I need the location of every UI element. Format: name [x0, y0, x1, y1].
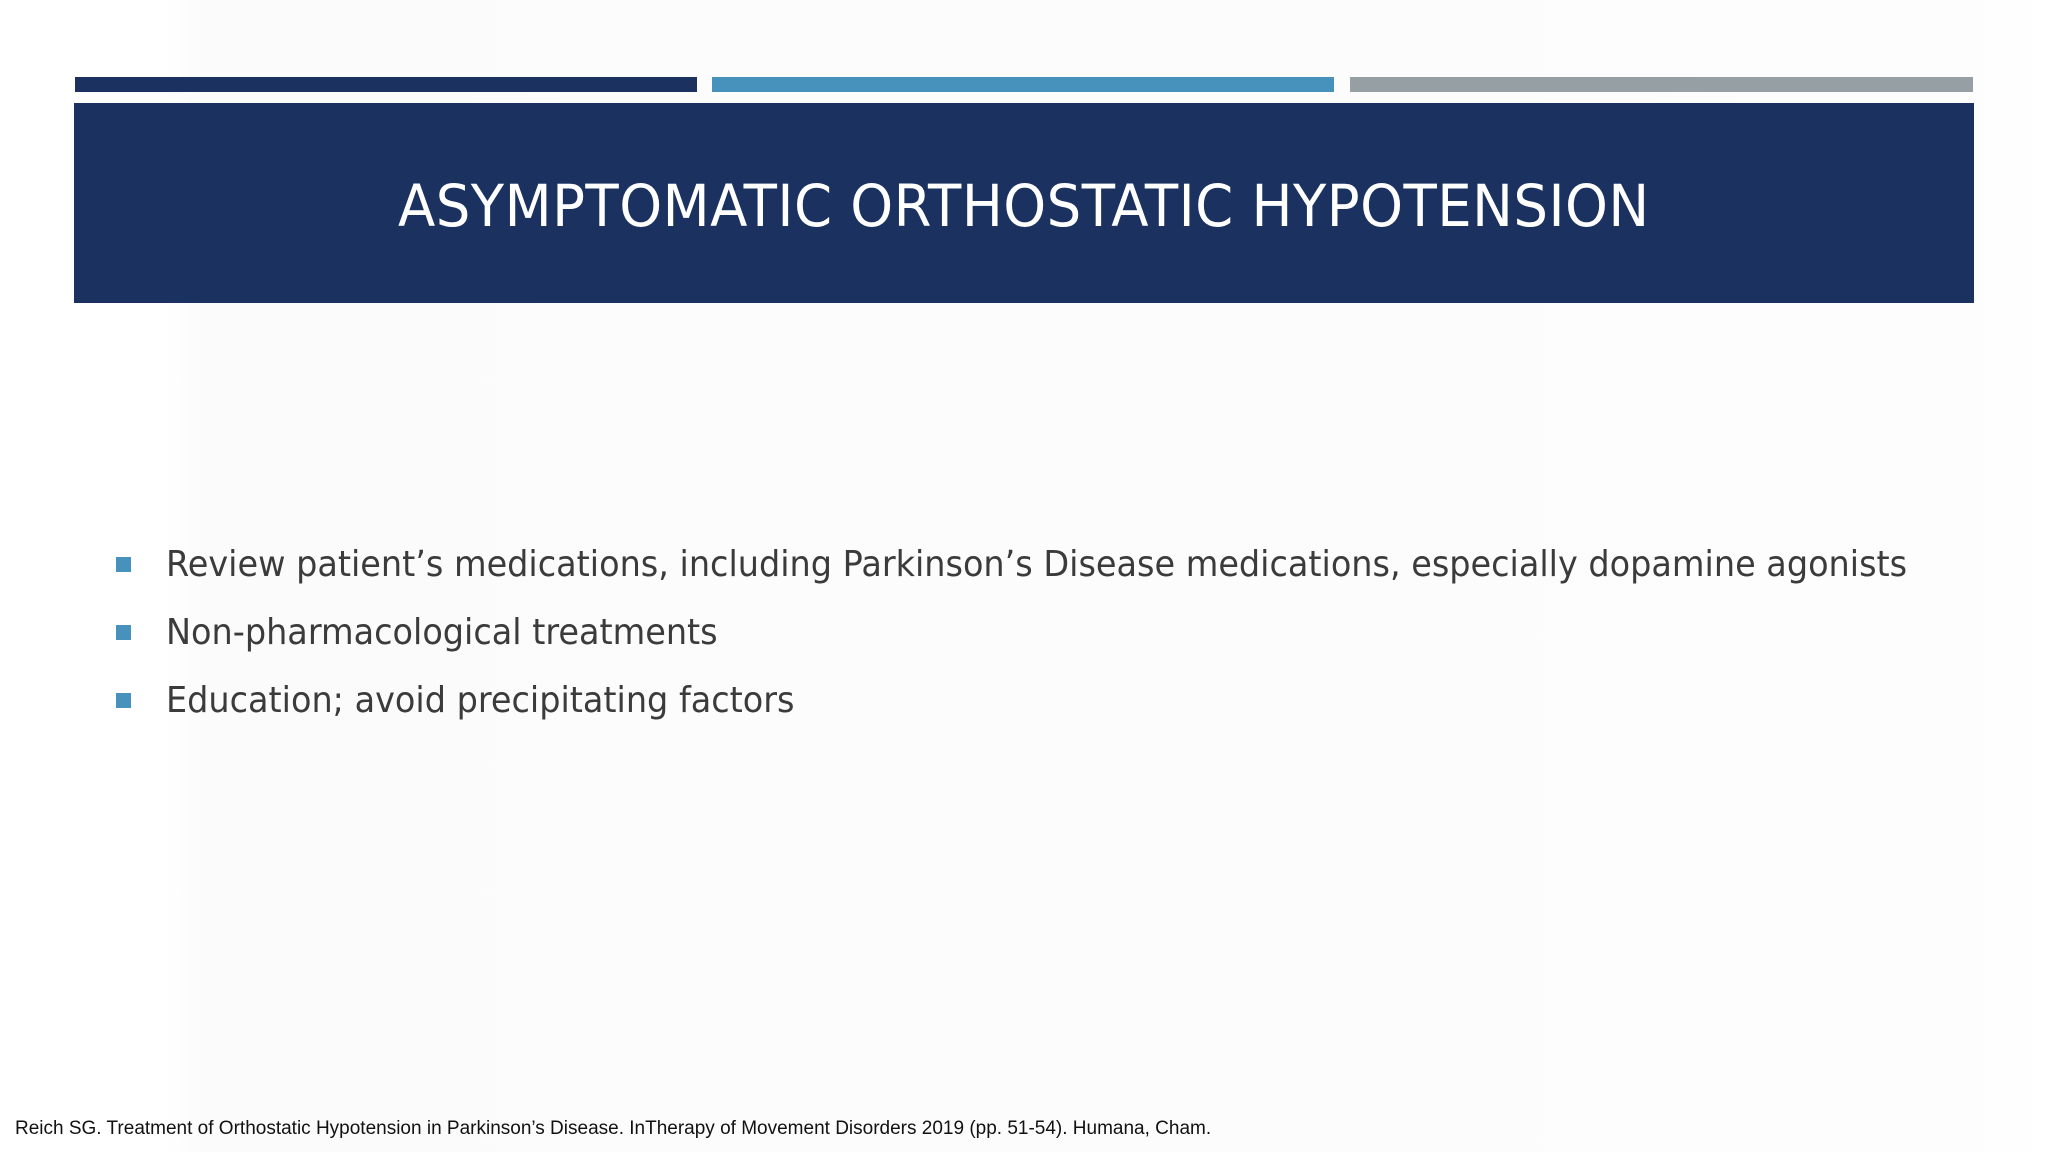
- square-bullet-icon: [116, 693, 131, 708]
- citation: Reich SG. Treatment of Orthostatic Hypotension in Parkinson’s Disease. InTherapy of Movement Disorders 2019 (pp. 51-54). Humana, Cham.: [15, 1118, 1212, 1139]
- bullet-item: [116, 666, 1976, 734]
- square-bullet-icon: [116, 625, 131, 640]
- slide-title: ASYMPTOMATIC ORTHOSTATIC HYPOTENSION: [398, 172, 1650, 240]
- bullet-item: [116, 598, 1976, 666]
- accent-bar-gray: [1350, 77, 1973, 92]
- accent-bar-blue: [712, 77, 1334, 92]
- title-band: [74, 103, 1974, 303]
- accent-bar-navy: [75, 77, 697, 92]
- bullet-text: Review patient’s medications, including Parkinson’s Disease medications, especially dopamine agonists: [166, 543, 1908, 585]
- square-bullet-icon: [116, 557, 131, 572]
- bullet-item: [116, 530, 1976, 598]
- bullet-list: [116, 530, 1976, 734]
- bullet-text: Non-pharmacological treatments: [166, 611, 718, 653]
- bullet-text: Education; avoid precipitating factors: [166, 679, 795, 721]
